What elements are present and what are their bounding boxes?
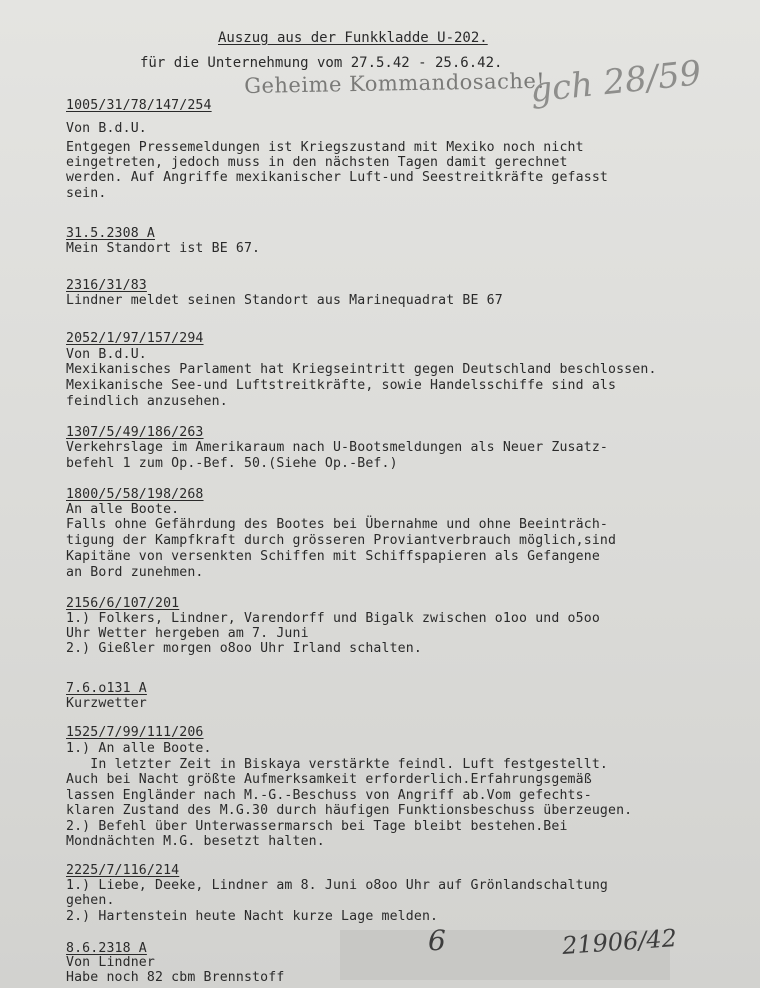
message-line: Kapitäne von versenkten Schiffen mit Schiffspapieren als Gefangene xyxy=(66,549,600,564)
message-line: gehen. xyxy=(66,893,115,908)
message-line: sein. xyxy=(66,186,107,201)
message-line: eingetreten, jedoch muss in den nächsten Tagen damit gerechnet xyxy=(66,155,568,170)
message-line: An alle Boote. xyxy=(66,502,180,517)
message-line: 1.) An alle Boote. xyxy=(66,741,212,756)
message-heading: 2052/1/97/157/294 xyxy=(66,331,204,346)
message-heading: 7.6.o131 A xyxy=(66,681,147,696)
message-heading: 1525/7/99/111/206 xyxy=(66,725,204,740)
message-heading: 2225/7/116/214 xyxy=(66,863,180,878)
message-heading: 2156/6/107/201 xyxy=(66,596,180,611)
message-heading: 8.6.2318 A xyxy=(66,941,147,956)
message-heading: 1307/5/49/186/263 xyxy=(66,425,204,440)
message-heading: 1800/5/58/198/268 xyxy=(66,487,204,502)
message-line: Entgegen Pressemeldungen ist Kriegszustand mit Mexiko noch nicht xyxy=(66,140,584,155)
message-line: tigung der Kampfkraft durch grösseren Proviantverbrauch möglich,sind xyxy=(66,533,617,548)
message-line: Uhr Wetter hergeben am 7. Juni xyxy=(66,626,309,641)
message-line: 2.) Hartenstein heute Nacht kurze Lage melden. xyxy=(66,909,439,924)
message-line: Mondnächten M.G. besetzt halten. xyxy=(66,834,325,849)
message-line: 1.) Folkers, Lindner, Varendorff und Bigalk zwischen o1oo und o5oo xyxy=(66,611,600,626)
message-line: Falls ohne Gefährdung des Bootes bei Übernahme und ohne Beeinträch- xyxy=(66,517,608,532)
message-line: Lindner meldet seinen Standort aus Marinequadrat BE 67 xyxy=(66,293,503,308)
message-line: feindlich anzusehen. xyxy=(66,394,228,409)
message-heading: 31.5.2308 A xyxy=(66,226,155,241)
classification-stamp: Geheime Kommandosache! xyxy=(244,68,546,98)
message-line: Kurzwetter xyxy=(66,696,147,711)
archive-reference: 21906/42 xyxy=(561,924,678,960)
message-line: 1.) Liebe, Deeke, Lindner am 8. Juni o8oo Uhr auf Grönlandschaltung xyxy=(66,878,608,893)
handwritten-reference: gch 28/59 xyxy=(528,53,704,111)
message-heading: 2316/31/83 xyxy=(66,278,147,293)
message-heading: 1005/31/78/147/254 xyxy=(66,98,212,113)
message-line: an Bord zunehmen. xyxy=(66,565,204,580)
message-line: werden. Auf Angriffe mexikanischer Luft-und Seestreitkräfte gefasst xyxy=(66,170,608,185)
message-line: Mexikanische See-und Luftstreitkräfte, sowie Handelsschiffe sind als xyxy=(66,378,617,393)
message-line: Von B.d.U. xyxy=(66,121,147,136)
message-line: 2.) Gießler morgen o8oo Uhr Irland schalten. xyxy=(66,641,422,656)
message-line: Mein Standort ist BE 67. xyxy=(66,241,261,256)
document-subtitle: für die Unternehmung vom 27.5.42 - 25.6.42. xyxy=(140,55,503,71)
message-line: Von Lindner xyxy=(66,955,155,970)
message-line: In letzter Zeit in Biskaya verstärkte feindl. Luft festgestellt. xyxy=(66,757,608,772)
message-line: 2.) Befehl über Unterwassermarsch bei Tage bleibt bestehen.Bei xyxy=(66,819,568,834)
message-line: Habe noch 82 cbm Brennstoff xyxy=(66,970,285,985)
message-line: Mexikanisches Parlament hat Kriegseintritt gegen Deutschland beschlossen. xyxy=(66,362,657,377)
message-line: Verkehrslage im Amerikaraum nach U-Bootsmeldungen als Neuer Zusatz- xyxy=(66,440,608,455)
message-line: Auch bei Nacht größte Aufmerksamkeit erforderlich.Erfahrungsgemäß xyxy=(66,772,592,787)
message-line: klaren Zustand des M.G.30 durch häufigen Funktionsbeschuss überzeugen. xyxy=(66,803,633,818)
page-number: 6 xyxy=(428,924,446,957)
message-line: Von B.d.U. xyxy=(66,347,147,362)
message-line: lassen Engländer nach M.-G.-Beschuss von Angriff ab.Vom gefechts- xyxy=(66,788,592,803)
message-line: befehl 1 zum Op.-Bef. 50.(Siehe Op.-Bef.) xyxy=(66,456,398,471)
document-title: Auszug aus der Funkkladde U-202. xyxy=(218,30,488,46)
